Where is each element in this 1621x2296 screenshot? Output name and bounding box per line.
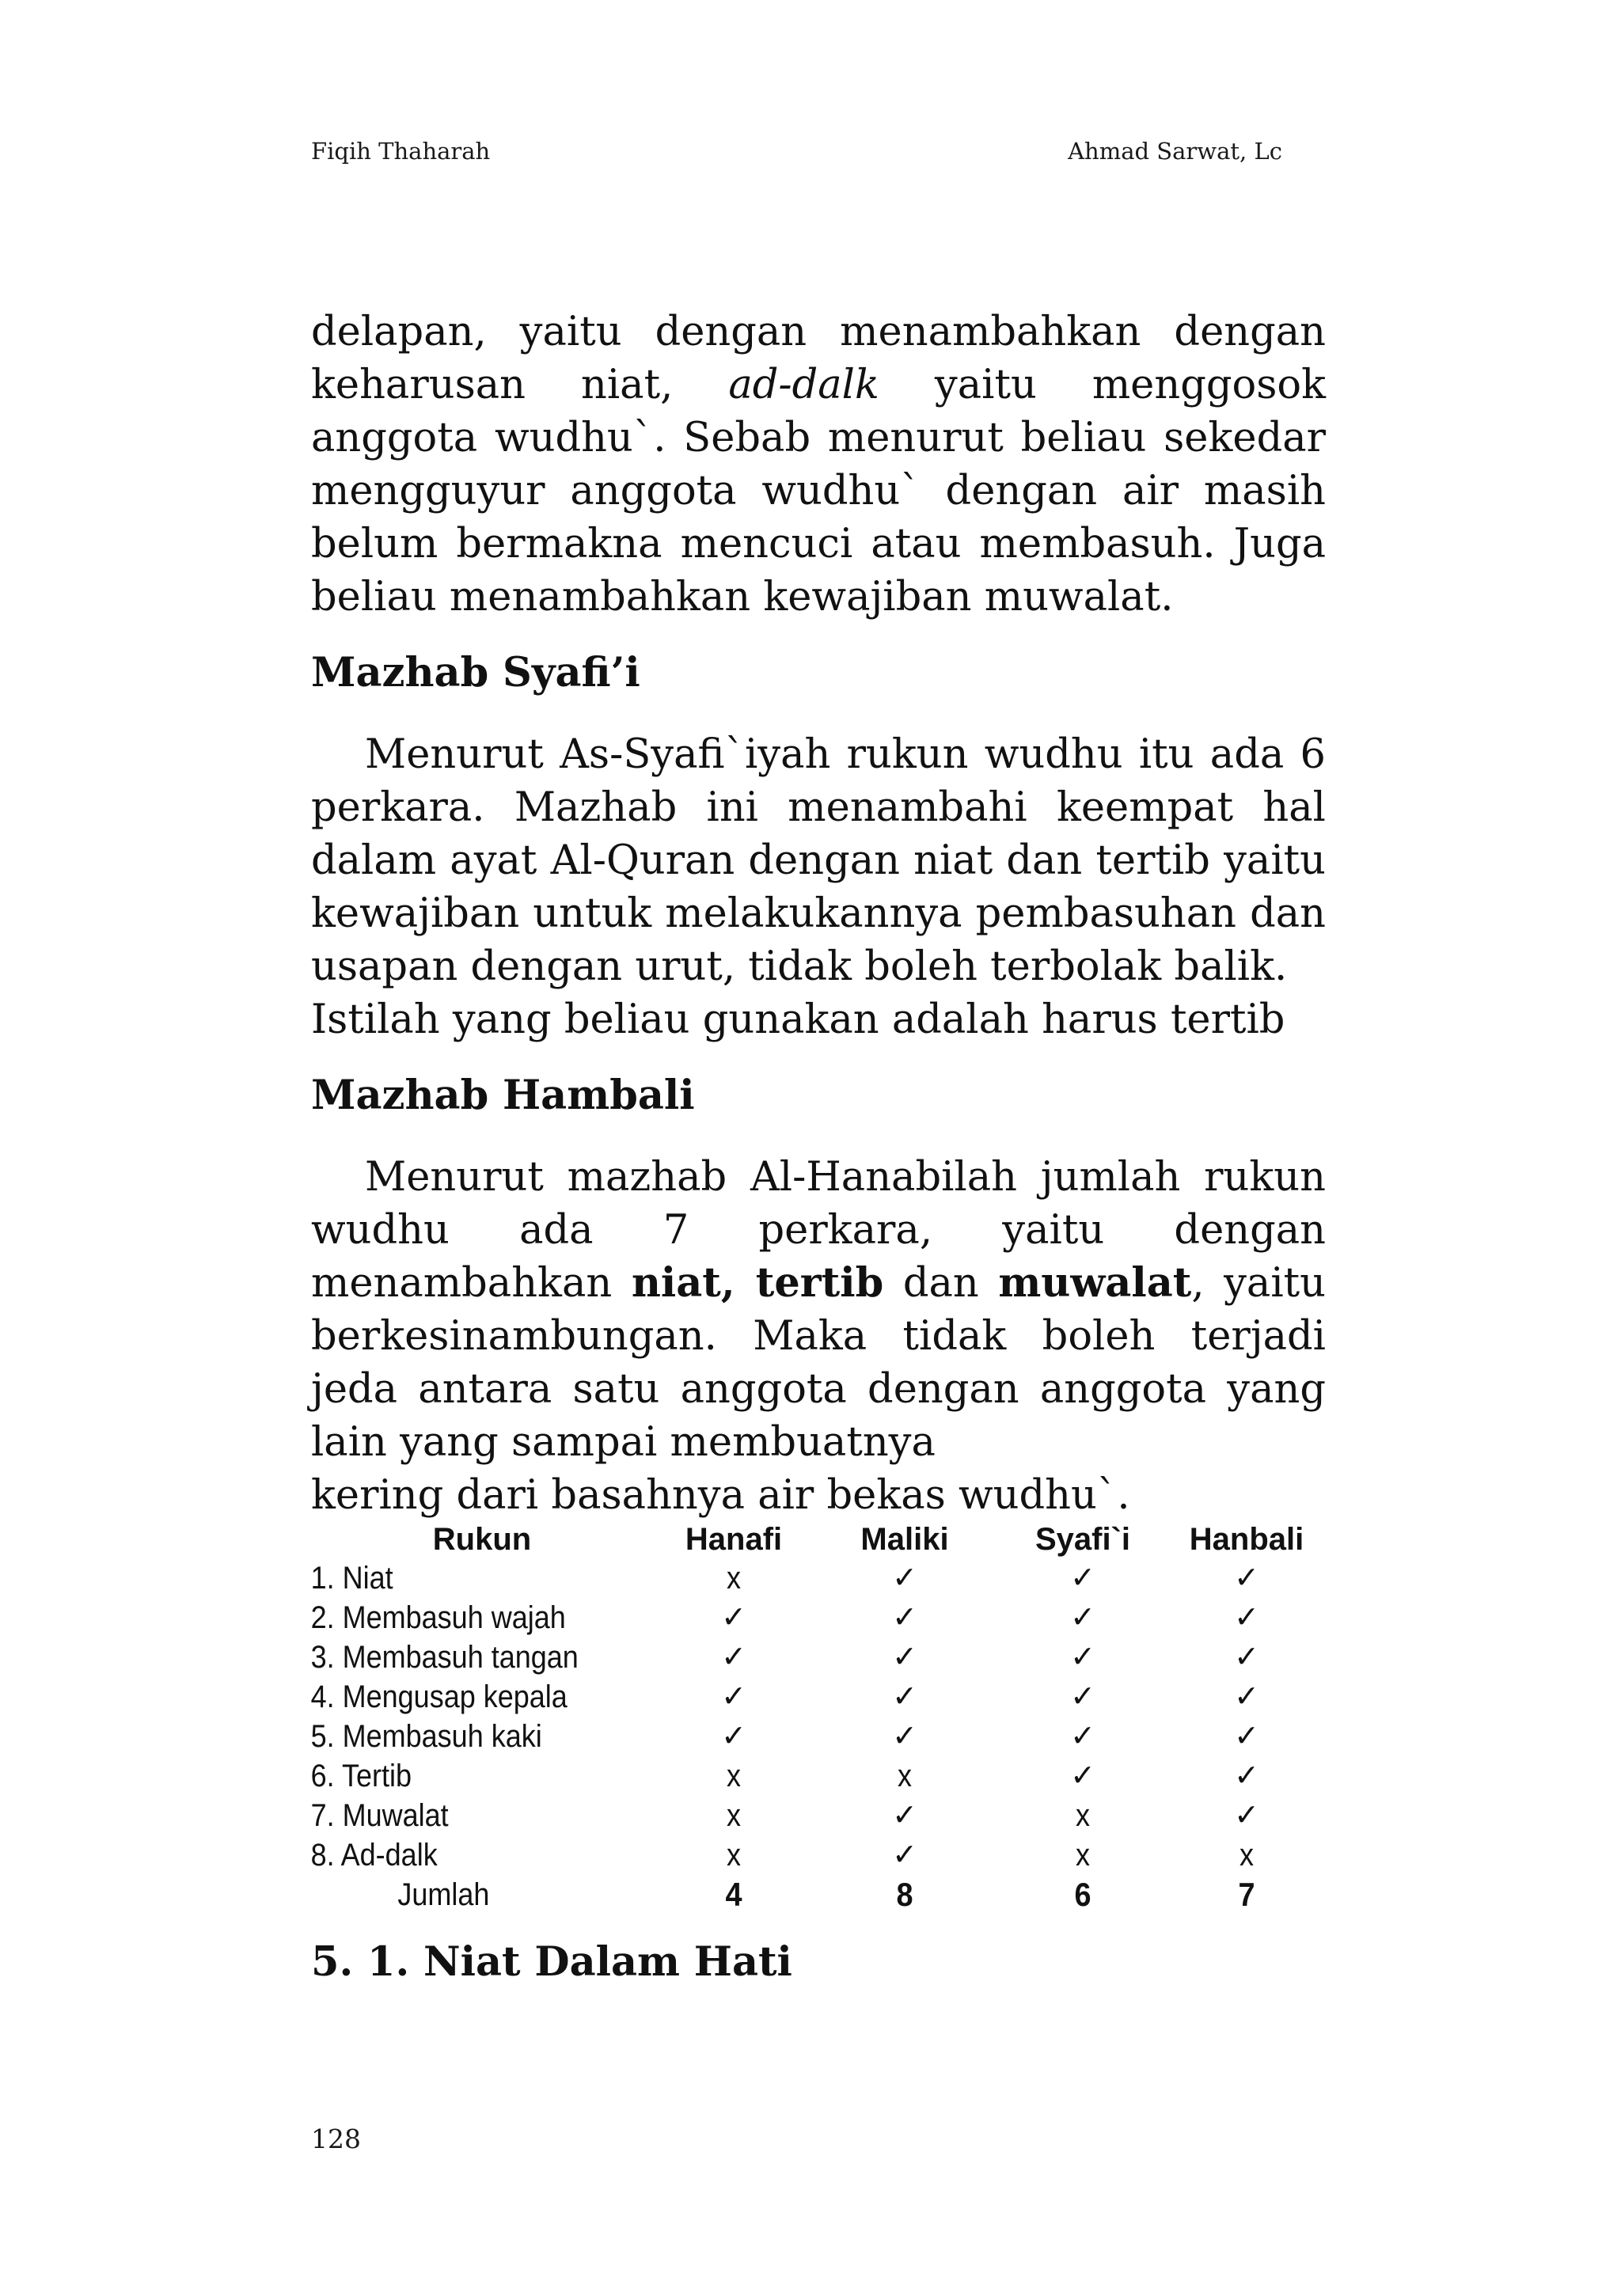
column-header-maliki: Maliki [860,1522,949,1557]
paragraph-text: delapan, yaitu dengan menambahkan dengan keharusan niat, [311,309,1326,408]
rukun-name: 6. Tertib [310,1759,412,1793]
check-mark-syafii: ✓ [1070,1641,1095,1674]
check-mark-syafii: ✓ [1070,1720,1095,1753]
check-mark-syafii: ✓ [1070,1562,1095,1595]
check-mark-hanbali: ✓ [1234,1799,1259,1832]
bold-term: muwalat [998,1259,1192,1307]
check-mark-maliki: ✓ [892,1562,917,1595]
rukun-name: 4. Mengusap kepala [310,1679,568,1714]
check-mark-maliki: ✓ [892,1839,917,1872]
section-heading-hambali: Mazhab Hambali [311,1072,695,1119]
table-row [308,1598,1318,1638]
total-count-hanbali: 7 [1238,1876,1255,1913]
paragraph-syafii-last-line: Istilah yang beliau gunakan adalah harus tertib [311,996,1285,1043]
check-mark-syafii: ✓ [1070,1680,1095,1713]
cross-mark-syafii: x [1076,1798,1090,1833]
check-mark-hanbali: ✓ [1234,1601,1259,1634]
total-count-maliki: 8 [896,1876,913,1913]
check-mark-maliki: ✓ [892,1641,917,1674]
total-count-syafii: 6 [1074,1876,1091,1913]
paragraph-syafii [311,728,1326,993]
paragraph-hambali [311,1151,1326,1469]
check-mark-hanbali: ✓ [1234,1680,1259,1713]
rukun-name: 7. Muwalat [310,1798,449,1833]
table-row [308,1835,1318,1875]
table-header-row [308,1520,1318,1558]
subsection-heading: 5. 1. Niat Dalam Hati [311,1938,792,1986]
section-heading-syafii: Mazhab Syafi’i [311,649,640,696]
paragraph-text: Menurut mazhab Al-Hanabilah jumlah rukun wudhu ada 7 perkara, yaitu dengan menambahkan [311,1154,1326,1307]
rukun-name: 5. Membasuh kaki [310,1719,542,1754]
table-row [308,1677,1318,1717]
bold-term: niat, tertib [631,1259,884,1307]
running-header [311,138,1282,165]
cross-mark-hanafi: x [727,1838,741,1873]
check-mark-hanbali: ✓ [1234,1641,1259,1674]
check-mark-maliki: ✓ [892,1601,917,1634]
table-row [308,1638,1318,1677]
check-mark-maliki: ✓ [892,1720,917,1753]
cross-mark-hanafi: x [727,1561,741,1596]
cross-mark-maliki: x [898,1759,912,1793]
check-mark-hanbali: ✓ [1234,1759,1259,1793]
rukun-comparison-table [308,1520,1318,1915]
table-row [308,1558,1318,1598]
cross-mark-hanbali: x [1239,1838,1254,1873]
rukun-name: 3. Membasuh tangan [310,1640,579,1675]
check-mark-hanafi: ✓ [721,1601,746,1634]
paragraph-text: dan [883,1260,999,1307]
total-label: Jumlah [397,1877,490,1912]
check-mark-hanafi: ✓ [721,1720,746,1753]
author-name: Ahmad Sarwat, Lc [1068,138,1282,165]
check-mark-hanbali: ✓ [1234,1720,1259,1753]
check-mark-maliki: ✓ [892,1799,917,1832]
page-number: 128 [311,2123,361,2154]
check-mark-hanafi: ✓ [721,1641,746,1674]
column-header-syafii: Syafi`i [1034,1522,1131,1557]
paragraph-hambali-last-line: kering dari basahnya air bekas wudhu`. [311,1472,1130,1519]
check-mark-maliki: ✓ [892,1680,917,1713]
paragraph-text: Menurut As-Syafi`iyah rukun wudhu itu ada 6 perkara. Mazhab ini menambahi keempat hal dalam ayat Al-Quran dengan niat dan tertib yaitu kewajiban untuk melakukannya pembasuhan dan usapan dengan urut, tidak boleh terbolak balik. [311,731,1326,990]
cross-mark-hanafi: x [727,1759,741,1793]
italic-term: ad-dalk [728,362,879,408]
page-content [311,306,1326,1989]
total-count-hanafi: 4 [725,1876,742,1913]
table-total-row [308,1875,1318,1915]
check-mark-syafii: ✓ [1070,1601,1095,1634]
paragraph-continued [311,306,1326,624]
paragraph-text: , yaitu berkesinambungan. Maka tidak boleh terjadi jeda antara satu anggota dengan anggota yang lain yang sampai membuatnya [311,1260,1326,1466]
check-mark-syafii: ✓ [1070,1759,1095,1793]
check-mark-hanbali: ✓ [1234,1562,1259,1595]
check-mark-hanafi: ✓ [721,1680,746,1713]
rukun-name: 8. Ad-dalk [310,1838,438,1873]
cross-mark-hanafi: x [727,1798,741,1833]
table-row [308,1717,1318,1756]
rukun-name: 2. Membasuh wajah [310,1600,566,1635]
table-row [308,1796,1318,1835]
column-header-hanbali: Hanbali [1189,1522,1304,1557]
column-header-rukun: Rukun [432,1522,532,1557]
column-header-hanafi: Hanafi [685,1522,783,1557]
table-row [308,1756,1318,1796]
cross-mark-syafii: x [1076,1838,1090,1873]
book-title: Fiqih Thaharah [311,138,491,165]
rukun-name: 1. Niat [310,1561,393,1596]
paragraph-text: yaitu menggosok anggota wudhu`. Sebab menurut beliau sekedar mengguyur anggota wudhu` dengan air masih belum bermakna mencuci atau membasuh. Juga beliau menambahkan kewajiban muwalat. [311,362,1326,620]
